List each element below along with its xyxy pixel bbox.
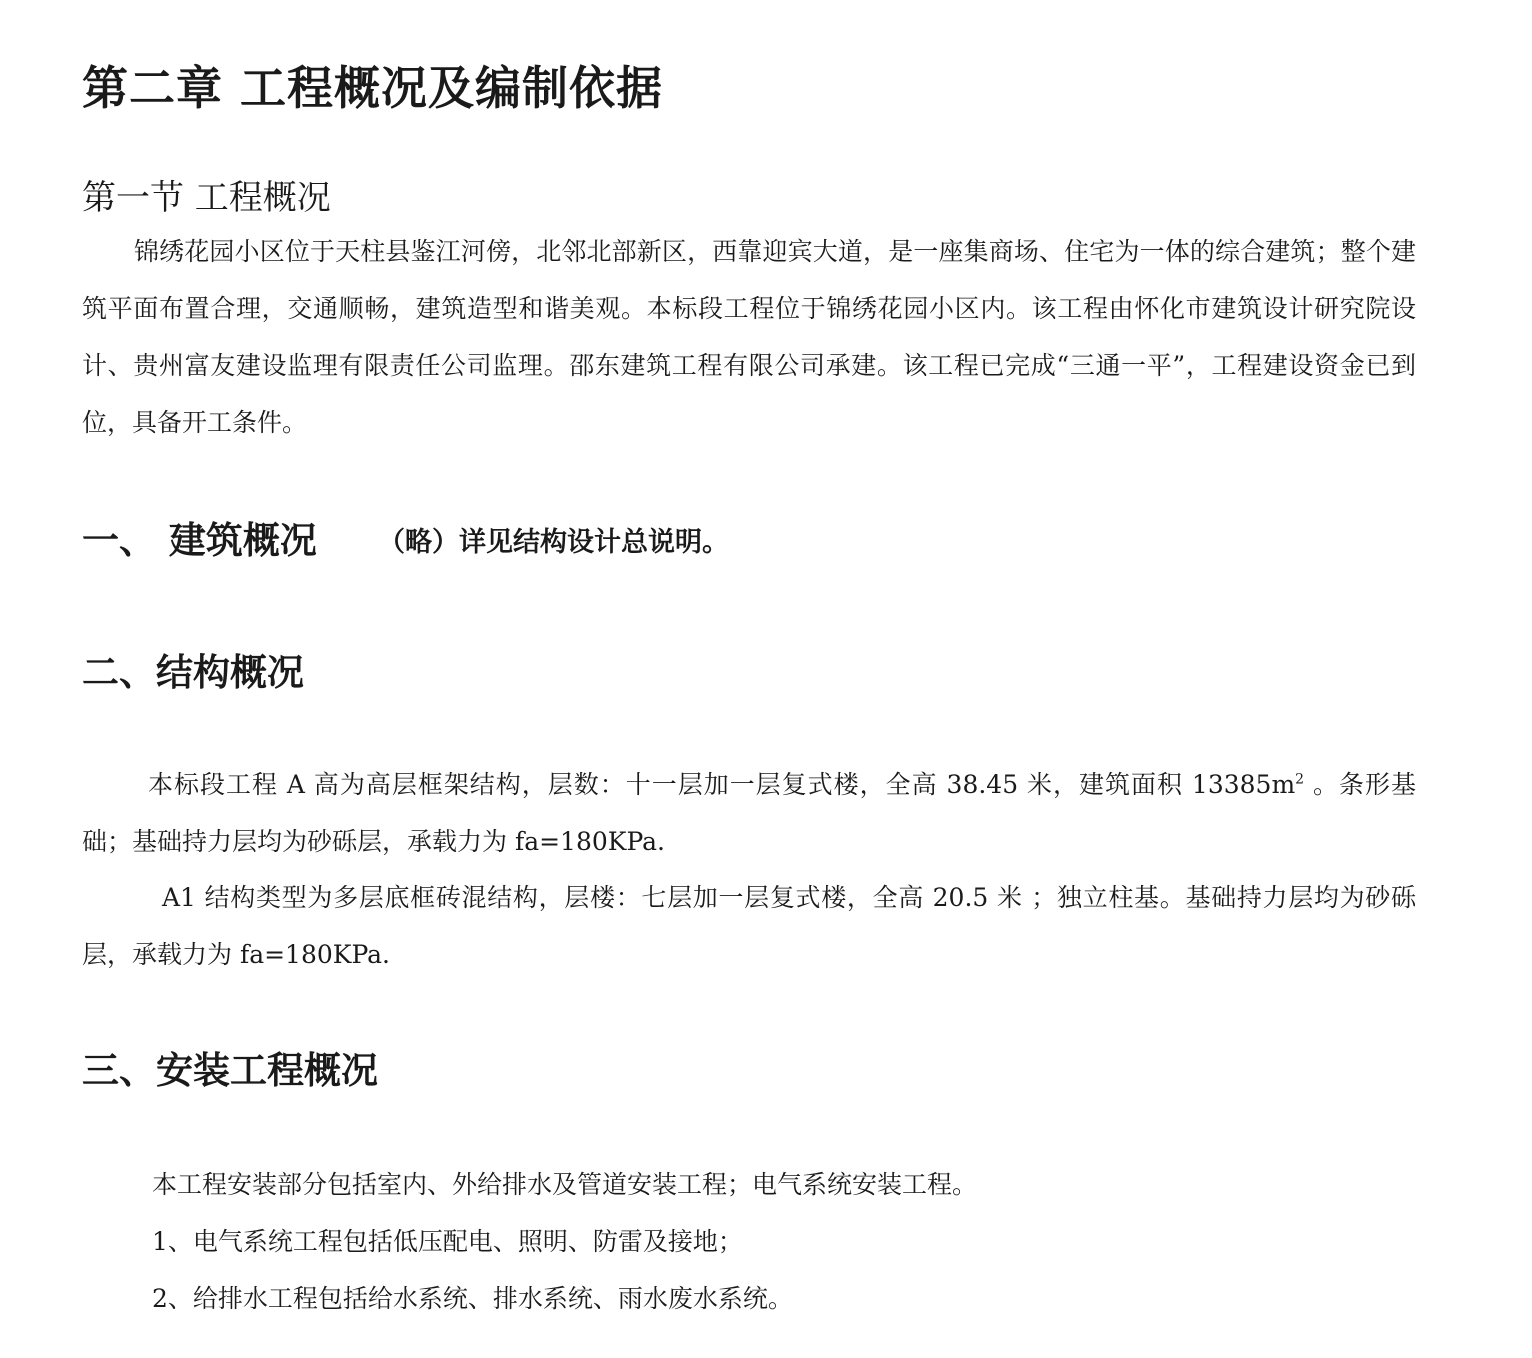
structure-paragraph-a: [82, 756, 1416, 870]
installation-line: 1、电气系统工程包括低压配电、照明、防雷及接地；: [152, 1227, 743, 1256]
installation-line: 2、给排水工程包括给水系统、排水系统、雨水废水系统。: [152, 1284, 793, 1313]
structure-paragraph-a-text-end: 。条形基础；基础持力层均为砂砾层，承载力为 fa=180KPa.: [82, 770, 1416, 856]
project-intro-paragraph: 锦绣花园小区位于天柱县鉴江河傍，北邻北部新区，西靠迎宾大道，是一座集商场、住宅为一体的综合建筑；整个建筑平面布置合理，交通顺畅，建筑造型和谐美观。本标段工程位于锦绣花园小区内。该工程由怀化市建筑设计研究院设计、贵州富友建设监理有限责任公司监理。邵东建筑工程有限公司承建。该工程已完成“三通一平”，工程建设资金已到位，具备开工条件。: [82, 237, 1416, 437]
structure-paragraph-a-text: 本标段工程 A 高为高层框架结构，层数：十一层加一层复式楼，全高 38.45 米，建筑面积 13385m: [148, 770, 1296, 799]
architecture-heading: 一、 建筑概况: [82, 519, 317, 562]
area-unit-superscript: 2: [1295, 771, 1305, 788]
installation-line: 本工程安装部分包括室内、外给排水及管道安装工程；电气系统安装工程。: [152, 1170, 978, 1199]
section-title: 第一节 工程概况: [82, 178, 331, 218]
architecture-note: （略）详见结构设计总说明。: [378, 527, 729, 558]
chapter-title: 第二章 工程概况及编制依据: [82, 61, 664, 115]
structure-heading: 二、结构概况: [82, 651, 304, 694]
installation-heading: 三、安装工程概况: [82, 1049, 378, 1092]
structure-paragraph-a1: A1 结构类型为多层底框砖混结构，层楼：七层加一层复式楼，全高 20.5 米 ；独立柱基。基础持力层均为砂砾层，承载力为 fa=180KPa.: [82, 883, 1416, 969]
